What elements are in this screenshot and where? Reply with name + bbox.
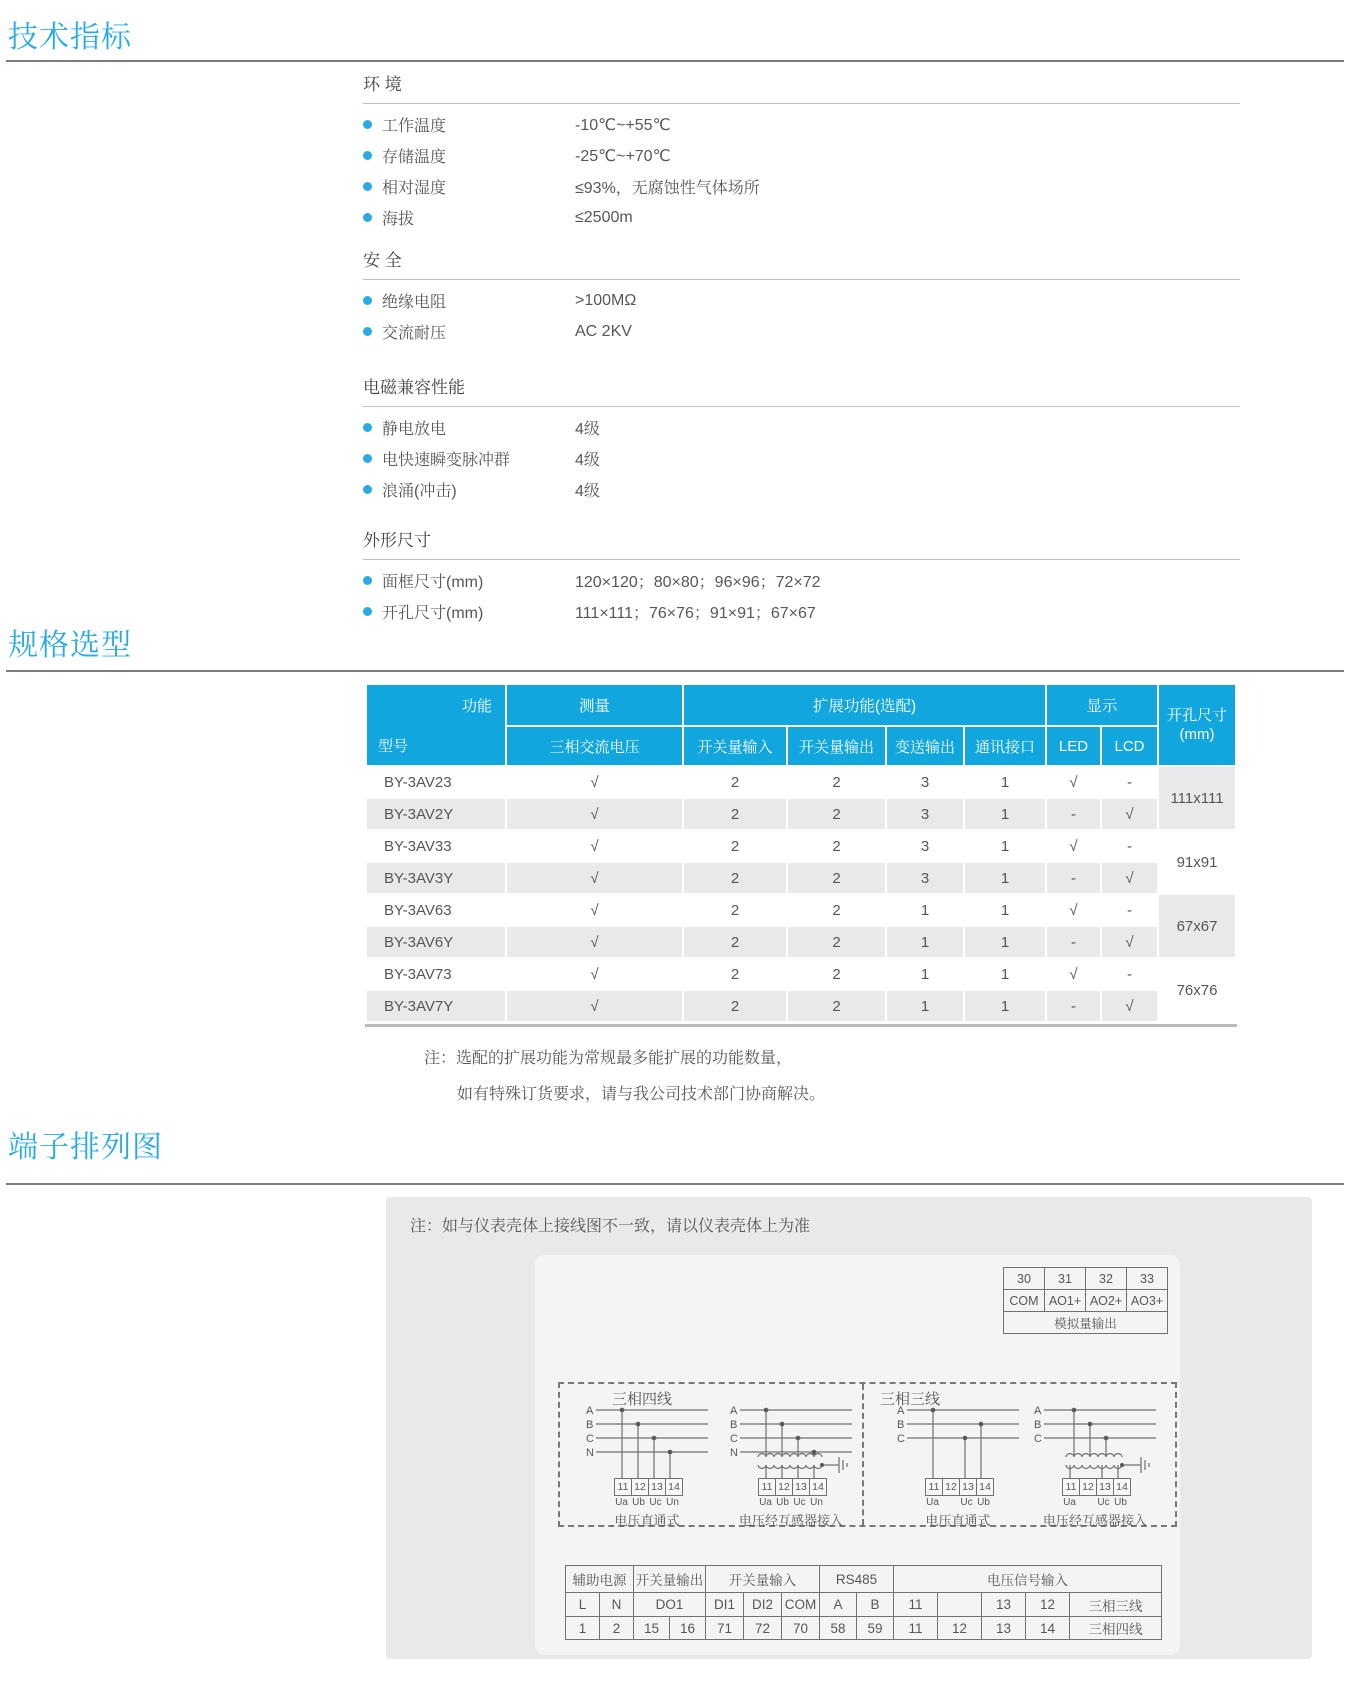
terminal-cell: 11 [925,1478,943,1496]
size-cell: 76x76 [1159,959,1235,1021]
header-cutout-size [1159,685,1235,765]
diagram-caption: 电压经互感器接入 [1042,1513,1147,1528]
diagram-caption: 电压直通式 [925,1513,991,1528]
terminal-number-cell: 70 [782,1617,820,1640]
pt-primary-coil [758,1454,822,1457]
terminal-number-cell: 14 [1026,1617,1070,1640]
value-cell: √ [1047,767,1100,797]
terminal-cell: 12 [942,1478,960,1496]
header-rs485: RS485 [820,1566,894,1593]
terminal-label: Uc [1097,1497,1110,1508]
model-cell: BY-3AV6Y [367,927,505,957]
phase-label: C [897,1433,905,1445]
terminal-signal-cell: 13 [982,1593,1026,1617]
bullet-icon [363,213,372,222]
value-cell: 1 [965,831,1045,861]
group-title: 外形尺寸 [363,526,1240,560]
spec-group-dimensions [363,526,1240,627]
spec-item [363,412,1240,443]
value-cell: 3 [887,831,963,861]
terminal-strip [1062,1478,1131,1496]
terminal-cell: 13 [648,1478,666,1496]
header-voltage-input: 电压信号输入 [894,1566,1162,1593]
ground-icon [822,1457,847,1473]
value-cell: √ [1102,863,1157,893]
spec-value: 111×111；76×76；91×91；67×67 [575,605,816,622]
model-cell: BY-3AV73 [367,959,505,989]
wiring-diagram-svg [582,1400,712,1478]
value-cell: 2 [684,831,786,861]
terminal-label: Ua [926,1497,939,1508]
header-aux-power: 辅助电源 [566,1566,634,1593]
bullet-icon [363,120,372,129]
phase-label: C [586,1433,594,1445]
phase-label: N [586,1447,594,1459]
group-title: 环 境 [363,70,1240,104]
wiring-divider [862,1384,864,1525]
value-cell: 1 [887,895,963,925]
bullet-icon [363,576,372,585]
group-title: 安 全 [363,246,1240,280]
bullet-icon [363,607,372,616]
secondary-leads [1070,1465,1118,1478]
wiring-diagram-pt-4wire [726,1400,856,1527]
terminal-label: Ub [977,1497,990,1508]
ground-icon [1122,1457,1149,1473]
terminal-signal-cell: N [600,1593,634,1617]
value-cell: - [1047,799,1100,829]
value-cell: 3 [887,767,963,797]
section-title-tech: 技术指标 [8,21,132,54]
subheader: LED [1047,727,1100,765]
terminal-signal-cell: AO3+ [1127,1290,1168,1312]
spec-value: 4级 [575,421,600,438]
spec-item [363,109,1240,140]
value-cell: 2 [788,959,885,989]
value-cell: 1 [887,959,963,989]
terminal-signal-cell: 11 [894,1593,938,1617]
spec-value: AC 2KV [575,322,632,340]
header-di: 开关量输入 [706,1566,820,1593]
wiring-diagram-direct-4wire [582,1400,712,1527]
bullet-icon [363,485,372,494]
subheader: 开关量输出 [788,727,885,765]
terminal-label: Ub [1114,1497,1127,1508]
spec-group-safety [363,246,1240,347]
value-cell: 2 [788,767,885,797]
value-cell: 1 [965,959,1045,989]
bullet-icon [363,151,372,160]
phase-label: A [730,1405,738,1417]
phase-label: A [586,1405,594,1417]
terminal-cell: 12 [631,1478,649,1496]
terminal-label: Un [810,1497,823,1508]
header-do: 开关量输出 [634,1566,706,1593]
terminal-number-cell: 12 [938,1617,982,1640]
terminal-number-cell: 16 [670,1617,706,1640]
header-expand-functions: 扩展功能(选配) [684,685,1045,725]
section-rule [6,1183,1344,1185]
phase-wires [740,1410,852,1452]
terminal-number-cell: 1 [566,1617,600,1640]
subheader: 三相交流电压 [507,727,682,765]
terminal-labels [757,1497,825,1508]
terminal-signal-cell: DO1 [634,1593,706,1617]
terminal-signal-cell: B [857,1593,894,1617]
value-cell: √ [1102,799,1157,829]
phase-label: B [897,1419,905,1431]
value-cell: - [1047,927,1100,957]
phase-label: A [1034,1405,1042,1417]
value-cell: 2 [684,799,786,829]
terminal-signal-cell [938,1593,982,1617]
phase-label: B [1034,1419,1042,1431]
terminal-strip [925,1478,994,1496]
junction-dots [1072,1408,1124,1467]
wiring-group-title-4wire: 三相四线 [612,1391,673,1408]
spec-item [363,171,1240,202]
terminal-cell: 13 [792,1478,810,1496]
table-note-line2: 如有特殊订货要求，请与我公司技术部门协商解决。 [457,1086,826,1103]
terminal-label: Uc [793,1497,806,1508]
spec-label: 交流耐压 [382,325,447,342]
value-cell: √ [1047,959,1100,989]
model-cell: BY-3AV23 [367,767,505,797]
value-cell: 1 [965,863,1045,893]
value-cell: 1 [887,927,963,957]
terminal-label: Ub [632,1497,645,1508]
terminal-number-cell: 13 [982,1617,1026,1640]
bullet-icon [363,423,372,432]
model-cell: BY-3AV3Y [367,863,505,893]
spec-label: 相对湿度 [382,180,447,197]
spec-item [363,565,1240,596]
terminal-label: Ua [759,1497,772,1508]
table-row [367,831,1235,861]
spec-label: 电快速瞬变脉冲群 [382,452,511,469]
spec-label: 海拔 [382,211,415,228]
header-display: 显示 [1047,685,1157,725]
terminal-cell: 14 [1113,1478,1131,1496]
spec-value: 120×120；80×80；96×96；72×72 [575,574,821,591]
terminal-cell: 12 [1079,1478,1097,1496]
model-cell: BY-3AV2Y [367,799,505,829]
value-cell: √ [507,831,682,861]
value-cell: √ [507,991,682,1021]
terminal-label: Uc [960,1497,973,1508]
corner-label-model: 型号 [378,738,409,755]
value-cell: 1 [887,991,963,1021]
value-cell: √ [1102,927,1157,957]
value-cell: √ [1047,831,1100,861]
value-cell: - [1047,991,1100,1021]
terminal-strip [758,1478,827,1496]
value-cell: - [1102,959,1157,989]
value-cell: 1 [965,991,1045,1021]
terminal-labels [1061,1497,1129,1508]
bullet-icon [363,327,372,336]
table-row [367,927,1235,957]
terminal-cell: 14 [809,1478,827,1496]
bullet-icon [363,296,372,305]
value-cell: 3 [887,799,963,829]
wiring-group-title-3wire: 三相三线 [880,1391,941,1408]
terminal-cell: 14 [976,1478,994,1496]
terminal-signal-cell: AO2+ [1086,1290,1127,1312]
diagram-caption: 电压经互感器接入 [738,1513,843,1528]
pt-secondary-coil [1066,1465,1122,1468]
section-rule [6,670,1344,672]
spec-label: 绝缘电阻 [382,294,447,311]
value-cell: √ [507,895,682,925]
spec-value: -25℃~+70℃ [575,147,671,165]
phase-wires [596,1410,708,1452]
value-cell: √ [507,927,682,957]
terminal-signal-cell: COM [782,1593,820,1617]
value-cell: - [1102,767,1157,797]
terminal-label [941,1497,958,1508]
spec-item [363,443,1240,474]
table-note-line1: 注：选配的扩展功能为常规最多能扩展的功能数量， [424,1050,793,1067]
spec-value: 4级 [575,483,600,500]
wiring-diagram-pt-3wire [1030,1400,1160,1527]
analog-output-table [1003,1267,1168,1334]
bullet-icon [363,454,372,463]
value-cell: 1 [965,927,1045,957]
terminal-label: Ua [1063,1497,1076,1508]
spec-value: 4级 [575,452,600,469]
value-cell: √ [1102,991,1157,1021]
spec-item [363,285,1240,316]
phase-wires [1044,1410,1156,1438]
drop-wires [622,1410,670,1478]
terminal-signal-cell: DI1 [706,1593,744,1617]
terminal-number-cell: 33 [1127,1268,1168,1290]
group-title: 电磁兼容性能 [363,373,1240,407]
terminal-cell: 12 [775,1478,793,1496]
terminal-signal-cell: A [820,1593,857,1617]
value-cell: 2 [684,959,786,989]
value-cell: 1 [965,767,1045,797]
terminal-number-cell: 72 [744,1617,782,1640]
value-cell: 2 [788,895,885,925]
junction-dots [620,1408,673,1455]
spec-label: 静电放电 [382,421,447,438]
spec-label: 开孔尺寸(mm) [382,605,484,622]
value-cell: - [1047,863,1100,893]
terminal-number-cell: 2 [600,1617,634,1640]
phase-label: B [730,1419,738,1431]
terminal-cell: 13 [959,1478,977,1496]
section-rule [6,60,1344,62]
spec-label: 浪涌(冲击) [382,483,457,500]
corner-header-cell [367,685,505,765]
table-row [367,991,1235,1021]
header-measure: 测量 [507,685,682,725]
spec-group-environment [363,70,1240,233]
model-cell: BY-3AV7Y [367,991,505,1021]
subheader: 通讯接口 [965,727,1045,765]
section-title-terminal: 端子排列图 [8,1131,163,1164]
terminal-signal-cell: COM [1004,1290,1045,1312]
wiring-mode-cell: 三相三线 [1070,1593,1162,1617]
terminal-cell: 11 [1062,1478,1080,1496]
terminal-signal-cell: 12 [1026,1593,1070,1617]
spec-item [363,140,1240,171]
value-cell: 1 [965,895,1045,925]
drop-wires [933,1410,981,1478]
header-cutout-size-line2: (mm) [1179,726,1215,743]
value-cell: - [1102,895,1157,925]
terminal-label: Ub [776,1497,789,1508]
spec-item [363,316,1240,347]
terminal-cell: 13 [1096,1478,1114,1496]
value-cell: 2 [788,831,885,861]
model-cell: BY-3AV33 [367,831,505,861]
terminal-signal-cell: DI2 [744,1593,782,1617]
spec-label: 工作温度 [382,118,447,135]
table-row [367,895,1235,925]
bullet-icon [363,182,372,191]
terminal-signal-cell: AO1+ [1045,1290,1086,1312]
value-cell: √ [1047,895,1100,925]
terminal-label: Uc [649,1497,662,1508]
table-row [367,767,1235,797]
value-cell: 2 [788,799,885,829]
spec-item [363,202,1240,233]
value-cell: 2 [788,991,885,1021]
phase-wires [907,1410,1019,1438]
terminal-number-cell: 15 [634,1617,670,1640]
wiring-diagram-svg [893,1400,1023,1478]
value-cell: - [1102,831,1157,861]
wiring-mode-cell: 三相四线 [1070,1617,1162,1640]
model-cell: BY-3AV63 [367,895,505,925]
phase-label: C [730,1433,738,1445]
subheader: 变送输出 [887,727,963,765]
value-cell: √ [507,863,682,893]
pt-secondary-coil [758,1465,822,1468]
size-cell: 67x67 [1159,895,1235,957]
spec-group-emc [363,373,1240,505]
terminal-number-cell: 11 [894,1617,938,1640]
wiring-diagram-svg [1030,1400,1160,1478]
value-cell: 2 [684,767,786,797]
spec-value: ≤2500m [575,208,633,226]
subheader: 开关量输入 [684,727,786,765]
terminal-number-cell: 59 [857,1617,894,1640]
terminal-label: Ua [615,1497,628,1508]
table-row [367,799,1235,829]
value-cell: 2 [684,863,786,893]
phase-label: N [730,1447,738,1459]
drop-wires [766,1410,814,1456]
value-cell: 2 [684,991,786,1021]
value-cell: √ [507,767,682,797]
diagram-caption: 电压直通式 [614,1513,680,1528]
phase-label: B [586,1419,594,1431]
terminal-signal-cell: L [566,1593,600,1617]
drop-wires [1074,1410,1106,1456]
terminal-number-cell: 30 [1004,1268,1045,1290]
terminal-cell: 11 [758,1478,776,1496]
terminal-cell: 11 [614,1478,632,1496]
terminal-number-cell: 71 [706,1617,744,1640]
value-cell: √ [507,959,682,989]
subheader: LCD [1102,727,1157,765]
size-cell: 111x111 [1159,767,1235,829]
terminal-strip [614,1478,683,1496]
value-cell: 2 [684,895,786,925]
size-cell: 91x91 [1159,831,1235,893]
spec-value: -10℃~+55℃ [575,116,671,134]
value-cell: 2 [788,863,885,893]
phase-label: A [897,1405,905,1417]
spec-item [363,596,1240,627]
spec-label: 存储温度 [382,149,447,166]
terminal-number-cell: 31 [1045,1268,1086,1290]
phase-label: C [1034,1433,1042,1445]
terminal-cell: 14 [665,1478,683,1496]
wiring-diagram-direct-3wire [893,1400,1023,1527]
table-row [367,863,1235,893]
table-row [367,959,1235,989]
analog-output-caption: 模拟量输出 [1004,1312,1168,1334]
wiring-diagram-svg [726,1400,856,1478]
terminal-label: Un [666,1497,679,1508]
terminal-labels [924,1497,992,1508]
terminal-label [1078,1497,1095,1508]
header-cutout-size-line1: 开孔尺寸 [1166,707,1227,724]
value-cell: √ [507,799,682,829]
spec-item [363,474,1240,505]
value-cell: 2 [684,927,786,957]
value-cell: 1 [965,799,1045,829]
terminal-note: 注：如与仪表壳体上接线图不一致，请以仪表壳体上为准 [410,1218,811,1235]
section-title-spec: 规格选型 [8,629,132,662]
spec-label: 面框尺寸(mm) [382,574,484,591]
terminal-assignment-table [565,1565,1162,1640]
table-bottom-rule [365,1024,1237,1027]
junction-dots [764,1408,824,1467]
terminal-number-cell: 32 [1086,1268,1127,1290]
terminal-labels [613,1497,681,1508]
spec-value: ≤93%，无腐蚀性气体场所 [575,180,760,197]
spec-value: >100MΩ [575,291,637,309]
value-cell: 2 [788,927,885,957]
terminal-number-cell: 58 [820,1617,857,1640]
corner-label-function: 功能 [461,698,492,715]
model-selection-table [365,683,1237,1023]
value-cell: 3 [887,863,963,893]
